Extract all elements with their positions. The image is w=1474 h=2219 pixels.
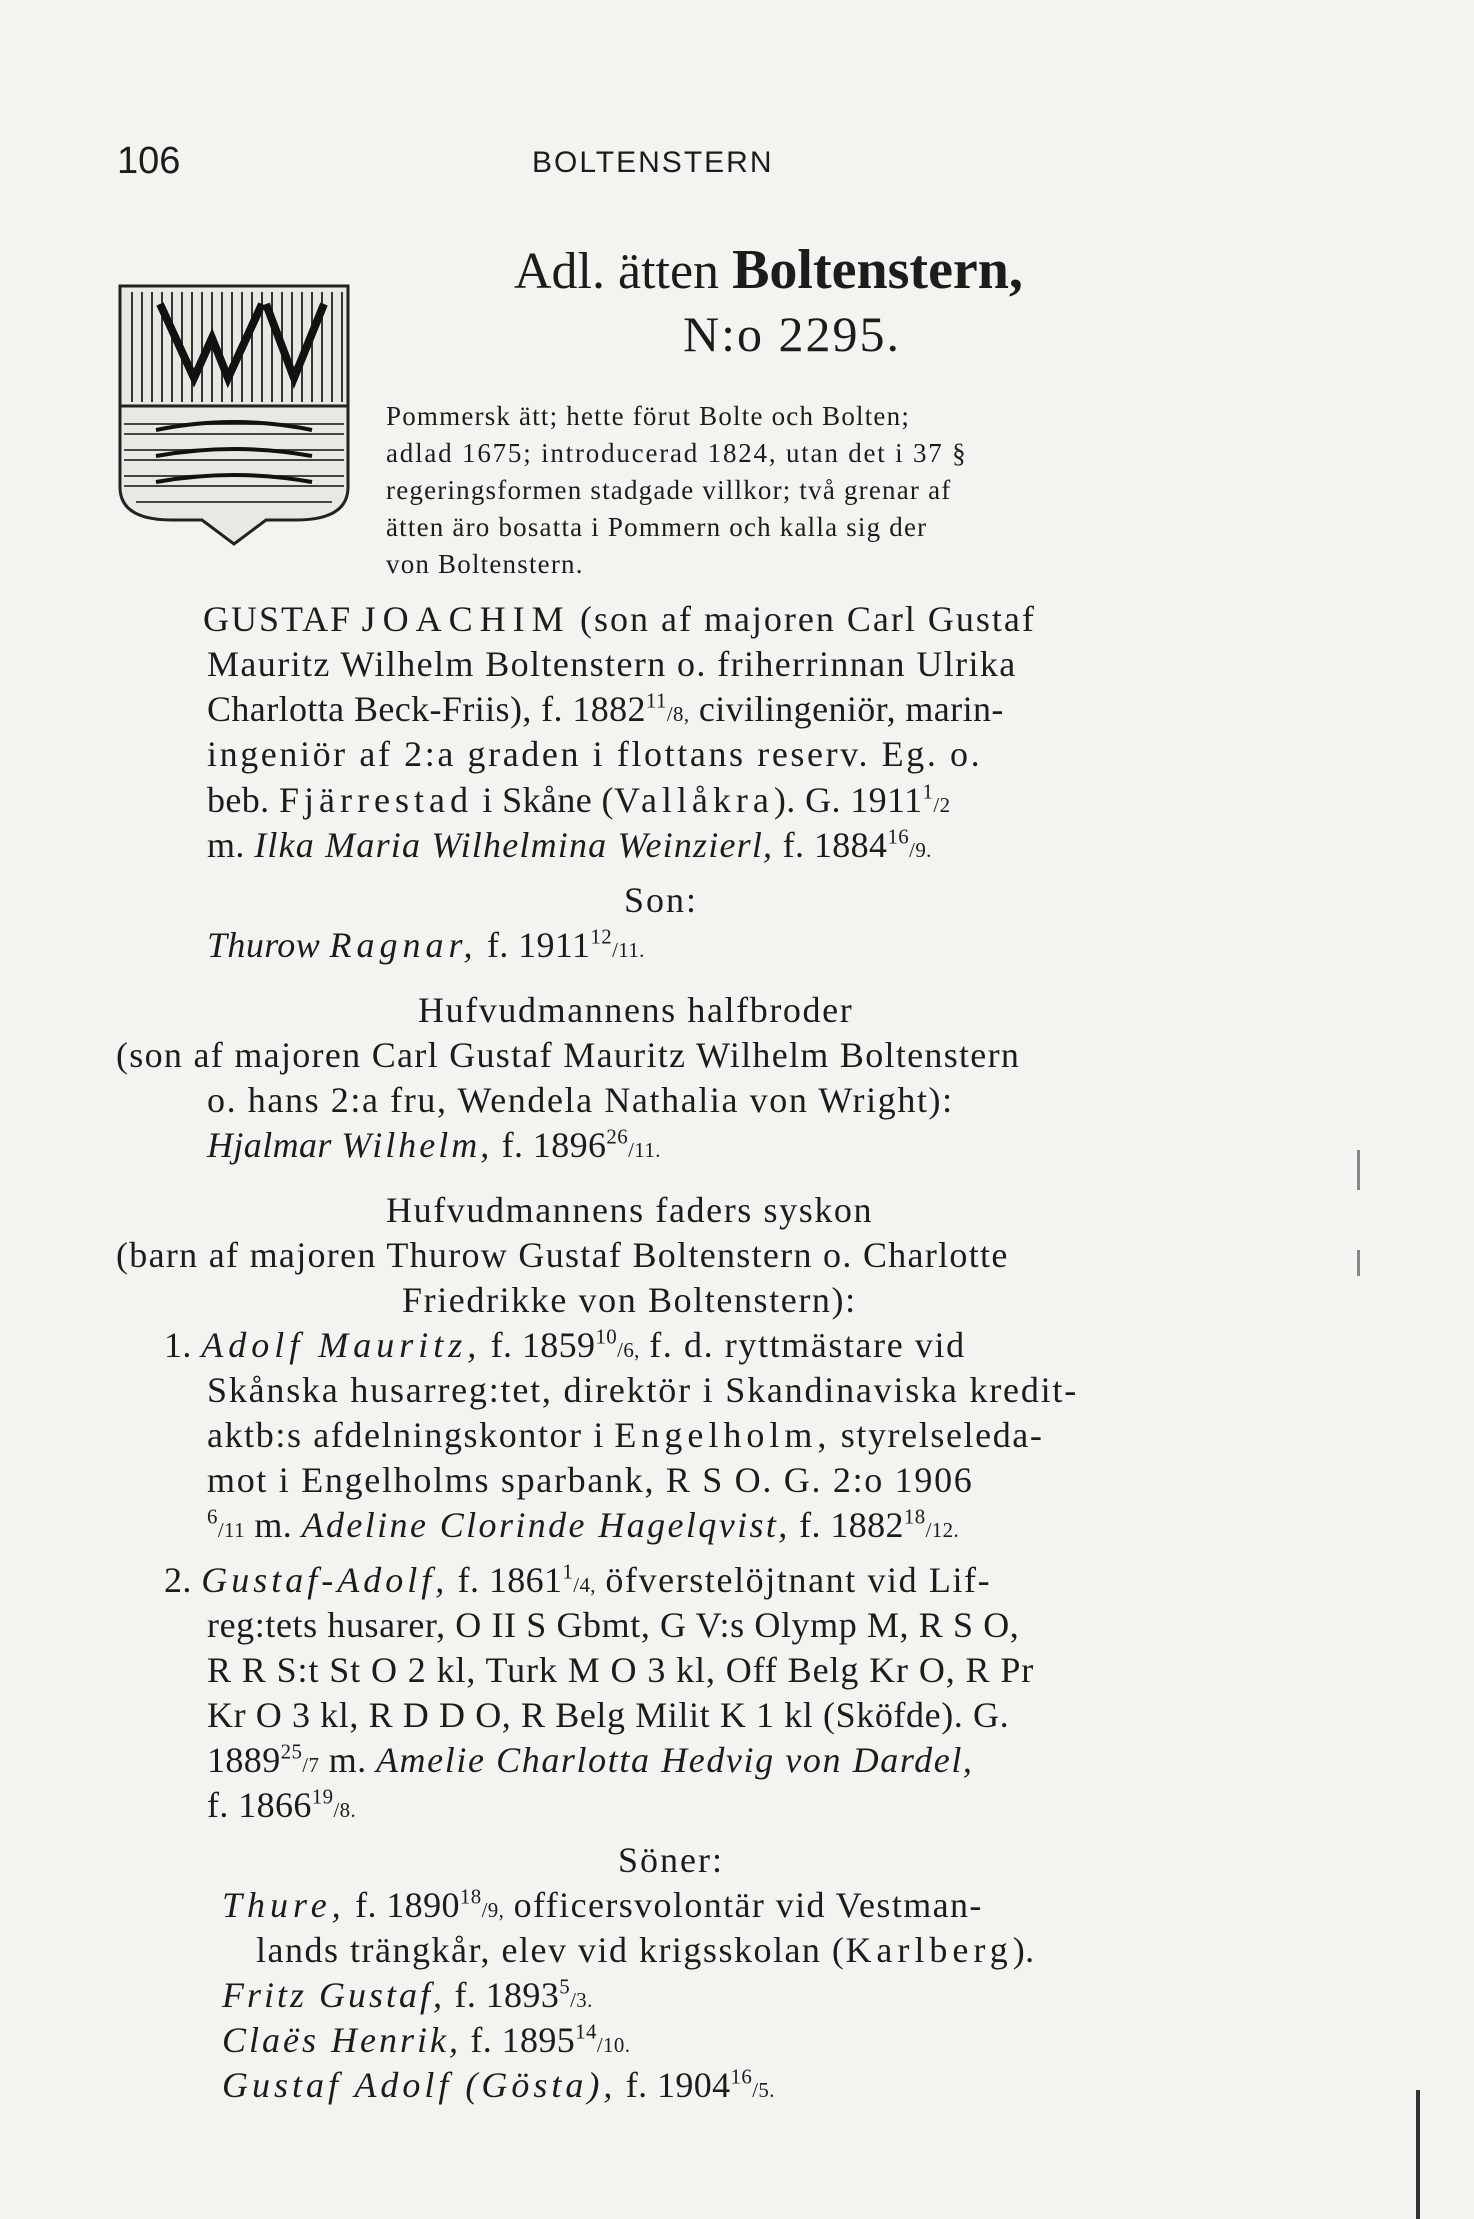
entry-line: ingeniör af 2:a graden i flottans reserv. Eg. o. xyxy=(207,734,983,774)
date-sub: /3. xyxy=(570,1988,593,2012)
entry-text: lands trängkår, elev vid krigsskolan ( xyxy=(256,1930,846,1970)
entry-line: (barn af majoren Thurow Gustaf Boltenstern o. Charlotte xyxy=(116,1235,1009,1275)
entry-text: f. 1861 xyxy=(457,1560,563,1600)
entry-text: f. 1896 xyxy=(501,1125,607,1165)
date-sub: /12. xyxy=(925,1518,960,1542)
entry-line: R R S:t St O 2 kl, Turk M O 3 kl, Off Belg Kr O, R Pr xyxy=(207,1650,1035,1690)
entry-line: Mauritz Wilhelm Boltenstern o. friherrinnan Ulrika xyxy=(207,644,1017,684)
entry-text: f. 1882 xyxy=(799,1505,904,1545)
entry-line xyxy=(222,1974,593,2015)
entry-text: f. 1911 xyxy=(486,925,591,965)
entry-text: 1889 xyxy=(207,1740,281,1780)
spouse-name: Amelie Charlotta Hedvig von Dardel, xyxy=(375,1740,974,1780)
scan-mark xyxy=(1357,1250,1360,1276)
date-sup: 11 xyxy=(645,688,667,713)
date-sub: /9. xyxy=(909,838,932,862)
date-sup: 16 xyxy=(887,824,910,849)
child-name-spaced: Adolf Mauritz, xyxy=(201,1325,482,1365)
entry-line xyxy=(207,1417,1043,1453)
date-sup: 19 xyxy=(311,1784,334,1809)
date-sup: 14 xyxy=(575,2019,597,2044)
entry-line xyxy=(207,1124,661,1165)
section-heading: Hufvudmannens halfbroder xyxy=(418,990,854,1030)
title-prefix: Adl. ätten xyxy=(514,243,720,300)
coat-of-arms xyxy=(116,282,352,550)
entry-text: m. xyxy=(328,1740,367,1780)
intro-line: regeringsformen stadgade villkor; två grenar af xyxy=(386,475,952,505)
place-spaced: Vallåkra xyxy=(613,780,774,820)
entry-line: (son af majoren Carl Gustaf Mauritz Wilhelm Boltenstern xyxy=(116,1035,1021,1075)
child-name-spaced: Ragnar, xyxy=(329,925,478,965)
entry-line xyxy=(222,2019,631,2060)
entry-line: o. hans 2:a fru, Wendela Nathalia von Wright): xyxy=(207,1080,954,1120)
date-sup: 6 xyxy=(207,1504,218,1529)
entry-line xyxy=(256,1932,1035,1968)
entry-text: Charlotta Beck-Friis), f. 1882 xyxy=(207,689,646,729)
family-name: Boltenstern, xyxy=(732,239,1023,301)
date-sub: /11 xyxy=(217,1518,245,1542)
date-sup: 16 xyxy=(730,2064,753,2089)
place-spaced: Fjärrestad xyxy=(279,780,473,820)
entry-text: f. d. ryttmästare vid xyxy=(649,1325,966,1365)
entry-line: Kr O 3 kl, R D D O, R Belg Milit K 1 kl (Sköfde). G. xyxy=(207,1695,1010,1735)
entry-line xyxy=(207,824,932,865)
entry-text: civilingeniör, marin- xyxy=(698,689,1004,729)
running-title: BOLTENSTERN xyxy=(532,146,774,179)
entry-text: öfverstelöjtnant vid Lif- xyxy=(605,1560,992,1600)
family-number: N:o 2295. xyxy=(683,306,901,362)
date-sup: 25 xyxy=(280,1739,303,1764)
date-sub: /11. xyxy=(612,938,645,962)
entry-line: mot i Engelholms sparbank, R S O. G. 2:o 1906 xyxy=(207,1460,974,1500)
entry-line xyxy=(207,1784,357,1825)
entry-text: m. xyxy=(207,825,245,865)
head-name-spaced: JOACHIM xyxy=(361,599,571,639)
entry-text: f. 1895 xyxy=(470,2020,576,2060)
date-sub: /11. xyxy=(628,1138,661,1162)
date-sub: /5. xyxy=(752,2078,775,2102)
date-sub: /8, xyxy=(666,702,690,726)
entry-line: reg:tets husarer, O II S Gbmt, G V:s Olymp M, R S O, xyxy=(207,1605,1020,1645)
section-heading: Son: xyxy=(624,880,699,920)
entry-line xyxy=(222,2064,775,2105)
date-sub: /7 xyxy=(302,1753,320,1777)
intro-line: adlad 1675; introducerad 1824, utan det i 37 § xyxy=(386,438,968,468)
entry-text: f. 1904 xyxy=(625,2065,731,2105)
spouse-name: Ilka Maria Wilhelmina Weinzierl, xyxy=(254,825,774,865)
intro-line: von Boltenstern. xyxy=(386,549,584,579)
entry-text: f. 1866 xyxy=(207,1785,312,1825)
entry-text: ). xyxy=(1012,1930,1035,1970)
date-sup: 1 xyxy=(922,779,934,804)
entry-text: f. 1884 xyxy=(782,825,888,865)
child-name-spaced: Wilhelm, xyxy=(341,1125,493,1165)
entry-line xyxy=(164,1559,992,1600)
spouse-name: Adeline Clorinde Hagelqvist, xyxy=(301,1505,790,1545)
section-heading: Söner: xyxy=(618,1840,724,1880)
child-name-spaced: Thure, xyxy=(222,1885,346,1925)
child-name: Claës Henrik, xyxy=(222,2020,461,2060)
head-name: GUSTAF xyxy=(203,599,353,639)
entry-line xyxy=(164,1324,966,1365)
child-name: Hjalmar xyxy=(207,1125,332,1165)
date-sup: 12 xyxy=(590,924,613,949)
entry-text: i Skåne ( xyxy=(482,780,614,820)
child-name-spaced: Gustaf-Adolf, xyxy=(201,1560,449,1600)
entry-text: (son af majoren Carl Gustaf xyxy=(579,599,1036,639)
date-sub: /6, xyxy=(617,1338,640,1362)
date-sup: 5 xyxy=(559,1974,571,1999)
entry-line: Friedrikke von Boltenstern): xyxy=(402,1280,857,1320)
entry-text: officersvolontär vid Vestman- xyxy=(513,1885,983,1925)
place-spaced: Engelholm, xyxy=(614,1415,832,1455)
date-sup: 18 xyxy=(459,1884,482,1909)
entry-line xyxy=(203,601,1036,637)
entry-line: Skånska husarreg:tet, direktör i Skandinaviska kredit- xyxy=(207,1370,1079,1410)
date-sup: 10 xyxy=(595,1324,618,1349)
entry-line xyxy=(207,1739,974,1780)
list-number: 2. xyxy=(164,1560,192,1600)
section-heading: Hufvudmannens faders syskon xyxy=(386,1190,874,1230)
date-sub: /9, xyxy=(481,1898,505,1922)
entry-line xyxy=(207,1504,960,1545)
date-sub: /8. xyxy=(333,1798,357,1822)
intro-line: ätten äro bosatta i Pommern och kalla sig der xyxy=(386,512,928,542)
entry-text: beb. xyxy=(207,780,270,820)
list-number: 1. xyxy=(164,1325,192,1365)
date-sup: 18 xyxy=(903,1504,926,1529)
entry-text: ). G. 1911 xyxy=(773,780,923,820)
child-name: Fritz Gustaf, xyxy=(222,1975,446,2015)
date-sub: /2 xyxy=(933,793,951,817)
date-sup: 26 xyxy=(606,1124,629,1149)
date-sub: /4, xyxy=(573,1573,596,1597)
entry-text: styrelseleda- xyxy=(840,1415,1044,1455)
entry-line xyxy=(207,779,951,820)
entry-line xyxy=(207,924,645,965)
place-spaced: Karlberg xyxy=(845,1930,1013,1970)
page-number: 106 xyxy=(117,140,181,182)
child-name: Thurow xyxy=(207,925,321,965)
entry-text: m. xyxy=(254,1505,293,1545)
child-name: Gustaf Adolf (Gösta), xyxy=(222,2065,617,2105)
intro-line: Pommersk ätt; hette förut Bolte och Bolten; xyxy=(386,401,911,431)
entry-text: f. 1890 xyxy=(355,1885,460,1925)
scan-mark xyxy=(1416,2090,1420,2219)
date-sup: 1 xyxy=(562,1559,574,1584)
title-line xyxy=(514,238,1023,302)
entry-text: f. 1859 xyxy=(490,1325,596,1365)
scan-mark xyxy=(1357,1150,1360,1190)
entry-line xyxy=(222,1884,983,1925)
entry-text: aktb:s afdelningskontor i xyxy=(207,1415,605,1455)
entry-text: f. 1893 xyxy=(454,1975,560,2015)
date-sub: /10. xyxy=(596,2033,631,2057)
entry-line xyxy=(207,688,1004,729)
